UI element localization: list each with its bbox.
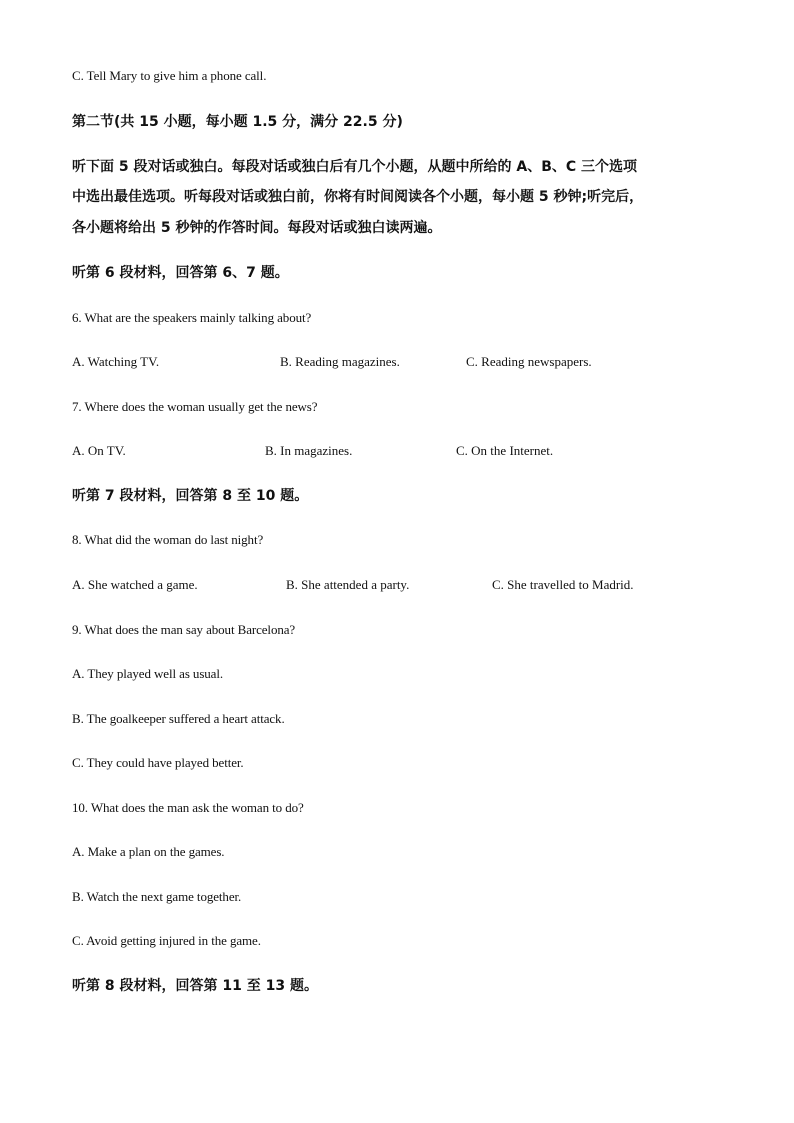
question-7-option-b: B. In magazines. <box>265 443 353 458</box>
question-8-option-b: B. She attended a party. <box>286 577 410 592</box>
prev-question-option-c: C. Tell Mary to give him a phone call. <box>72 68 267 83</box>
question-8-option-c: C. She travelled to Madrid. <box>492 577 634 592</box>
question-8-option-a: A. She watched a game. <box>72 577 198 592</box>
instructions-line-1: 听下面 5 段对话或独白。每段对话或独白后有几个小题，从题中所给的 A、B、C 三个选项 <box>72 159 638 175</box>
question-6-option-a: A. Watching TV. <box>72 354 160 369</box>
question-9-option-c: C. They could have played better. <box>72 755 244 770</box>
question-10-option-a: A. Make a plan on the games. <box>72 844 225 859</box>
material-7-header: 听第 7 段材料，回答第 8 至 10 题。 <box>72 488 309 504</box>
question-7-option-a: A. On TV. <box>72 443 126 458</box>
material-8-header: 听第 8 段材料，回答第 11 至 13 题。 <box>72 978 318 994</box>
question-10-option-b: B. Watch the next game together. <box>72 889 242 904</box>
material-6-header: 听第 6 段材料，回答第 6、7 题。 <box>72 265 289 281</box>
question-9: 9. What does the man say about Barcelona? <box>72 622 296 637</box>
question-7: 7. Where does the woman usually get the news? <box>72 399 318 414</box>
question-7-option-c: C. On the Internet. <box>456 443 554 458</box>
section-heading: 第二节(共 15 小题，每小题 1.5 分，满分 22.5 分) <box>72 114 403 130</box>
question-6-option-c: C. Reading newspapers. <box>466 354 592 369</box>
question-9-option-a: A. They played well as usual. <box>72 666 224 681</box>
question-6-option-b: B. Reading magazines. <box>280 354 400 369</box>
question-10: 10. What does the man ask the woman to do? <box>72 800 304 815</box>
instructions-line-2: 中选出最佳选项。听每段对话或独白前，你将有时间阅读各个小题，每小题 5 秒钟;听完后， <box>72 189 644 205</box>
instructions-line-3: 各小题将给出 5 秒钟的作答时间。每段对话或独白读两遍。 <box>72 220 442 236</box>
question-8: 8. What did the woman do last night? <box>72 532 264 547</box>
question-10-option-c: C. Avoid getting injured in the game. <box>72 933 261 948</box>
question-6: 6. What are the speakers mainly talking about? <box>72 310 312 325</box>
question-9-option-b: B. The goalkeeper suffered a heart attack. <box>72 711 285 726</box>
